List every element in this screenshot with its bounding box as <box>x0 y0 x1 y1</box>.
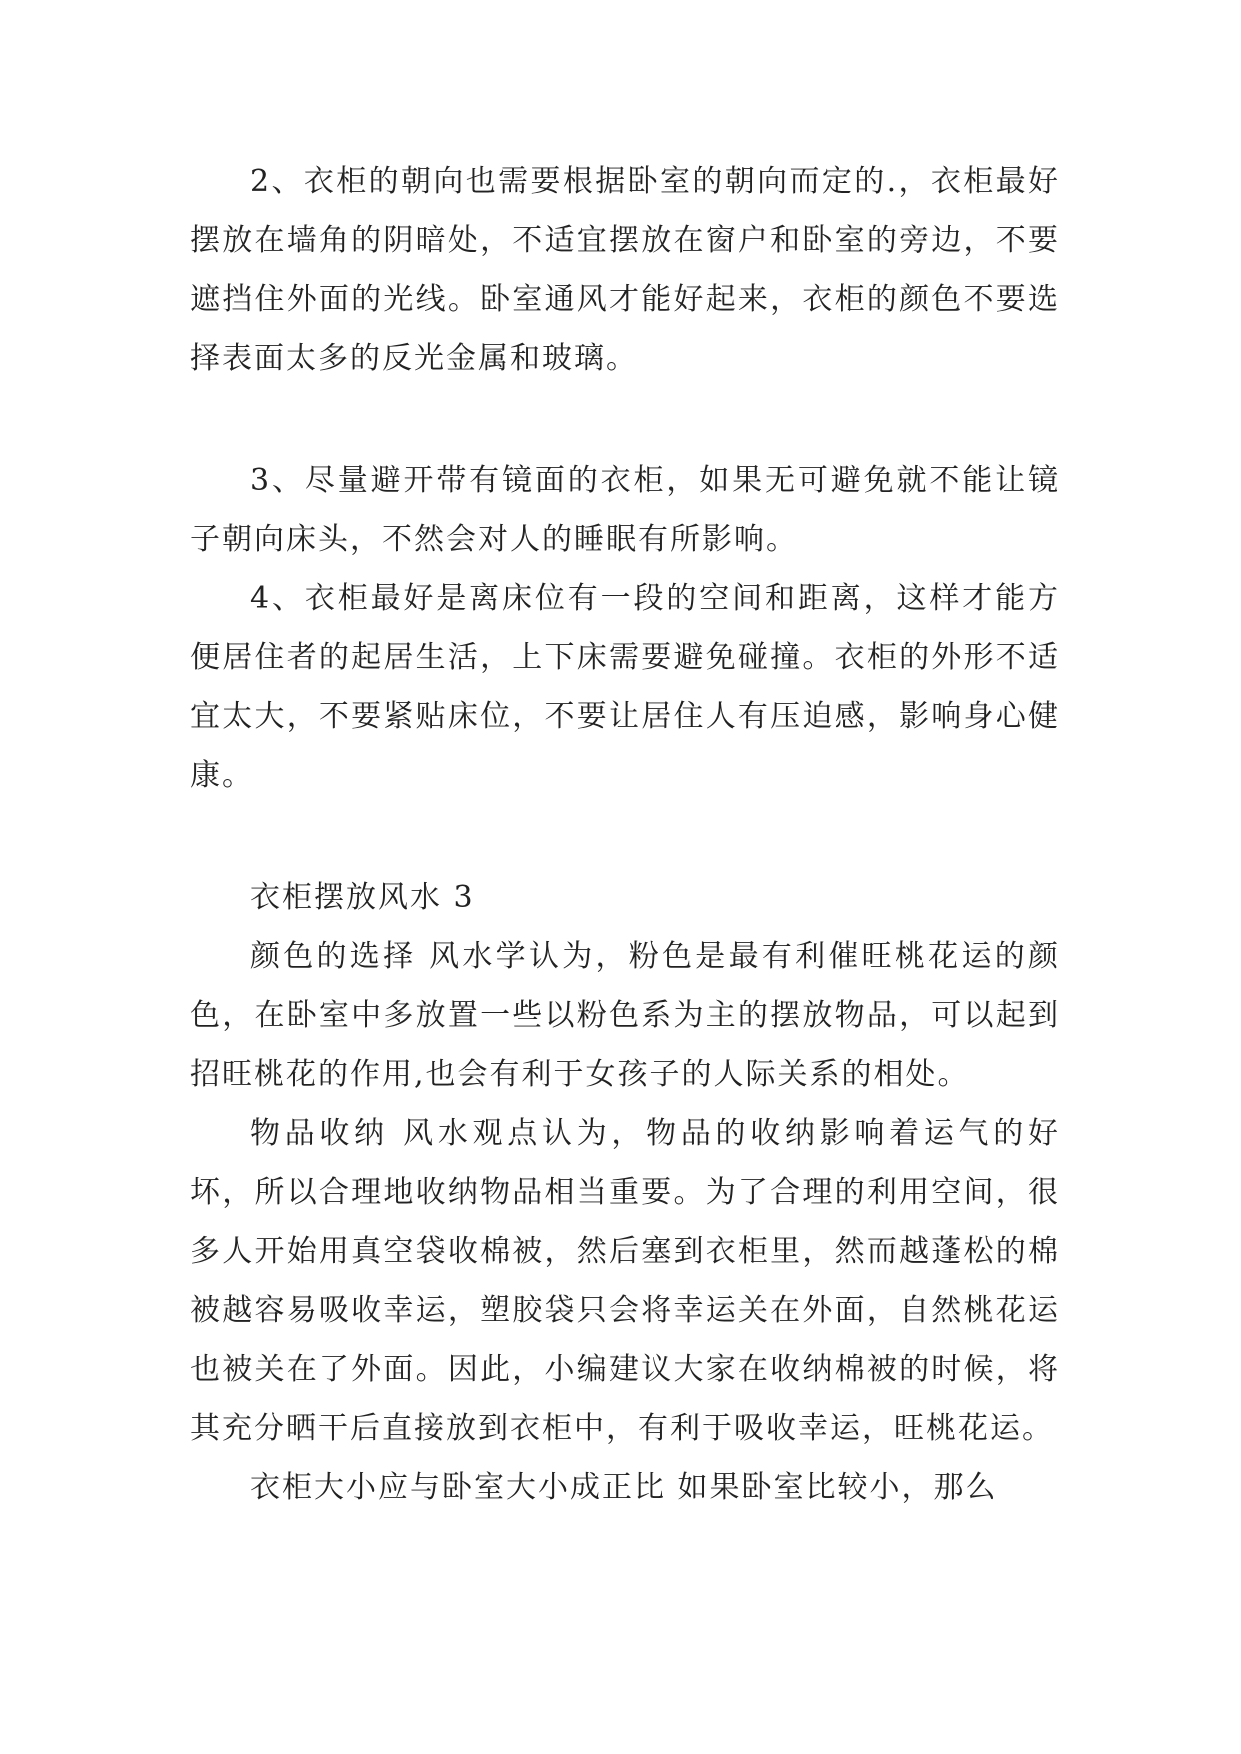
section-heading: 衣柜摆放风水 3 <box>250 880 475 915</box>
paragraph-distance-from-bed: 4、衣柜最好是离床位有一段的空间和距离，这样才能方便居住者的起居生活，上下床需要避免碰撞。衣柜的外形不适宜太大，不要紧贴床位，不要让居住人有压迫感，影响身心健康。 <box>190 581 1060 793</box>
paragraph-spacer <box>190 388 1060 451</box>
paragraph-wardrobe-size: 衣柜大小应与卧室大小成正比 如果卧室比较小，那么 <box>250 1470 998 1505</box>
paragraph-wardrobe-orientation: 2、衣柜的朝向也需要根据卧室的朝向而定的.，衣柜最好摆放在墙角的阴暗处，不适宜摆放在窗户和卧室的旁边，不要遮挡住外面的光线。卧室通风才能好起来，衣柜的颜色不要选择表面太多的反光金属和玻璃。 <box>190 164 1060 376</box>
paragraph-spacer <box>190 805 1060 868</box>
paragraph-storage: 物品收纳 风水观点认为，物品的收纳影响着运气的好坏，所以合理地收纳物品相当重要。为了合理的利用空间，很多人开始用真空袋收棉被，然后塞到衣柜里，然而越蓬松的棉被越容易吸收幸运，塑胶袋只会将幸运关在外面，自然桃花运也被关在了外面。因此，小编建议大家在收纳棉被的时候，将其充分晒干后直接放到衣柜中，有利于吸收幸运，旺桃花运。 <box>190 1116 1060 1446</box>
document-body <box>190 152 1060 1517</box>
paragraph-color-choice: 颜色的选择 风水学认为，粉色是最有利催旺桃花运的颜色，在卧室中多放置一些以粉色系为主的摆放物品，可以起到招旺桃花的作用,也会有利于女孩子的人际关系的相处。 <box>190 939 1060 1092</box>
paragraph-avoid-mirror: 3、尽量避开带有镜面的衣柜，如果无可避免就不能让镜子朝向床头，不然会对人的睡眠有所影响。 <box>190 463 1060 557</box>
